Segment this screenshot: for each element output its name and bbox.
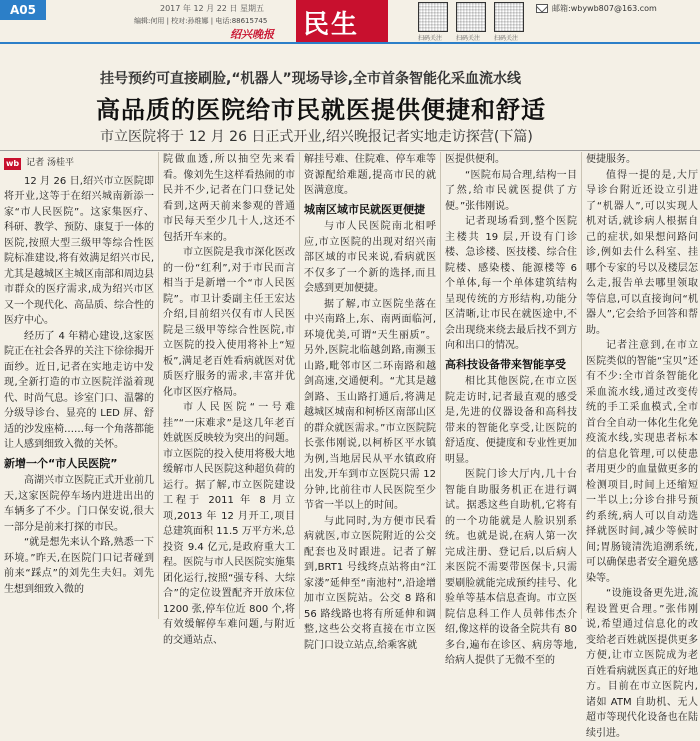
column-5 <box>586 152 698 739</box>
paragraph: 值得一提的是,大厅导诊台附近还设立引进了“机器人”,可以实现人机对话,就诊病人根据自己的症状,如果想问路问诊,例如去什么科室、挂哪个专家的号以及楼层怎么走,报告单去哪里领取等信息,可以直接询问“机器人”,它会给予回答和帮助。 <box>586 169 698 336</box>
masthead-rule <box>0 42 700 44</box>
qr-label: 扫码关注 <box>494 35 519 42</box>
column-divider <box>158 152 159 619</box>
date-line: 2017 年 12 月 22 日 星期五 <box>160 4 264 13</box>
column-divider <box>440 152 441 619</box>
qr-label: 扫码关注 <box>456 35 481 42</box>
byline <box>4 156 154 172</box>
paragraph: 记者现场看到,整个医院主楼共 19 层,开设有门诊楼、急诊楼、医技楼、综合住院楼、感染楼、能源楼等 6 个单体,每一个单体建筑结构呈现传统的方形结构,功能分区清晰,让市民在就医途中,不会出现绕来绕去最后找不到方向和出口的情况。 <box>445 216 577 351</box>
column-2 <box>163 152 295 646</box>
paragraph: 据了解,市立医院坐落在中兴南路上,东、南两面临河,环境优美,可谓“天生丽质”。另外,医院北临越剑路,南濒玉山路,毗邻市区二环南路和越剑高速,交通便利。“尤其是越剑路、玉山路打通后,将满足越城区城南和柯桥区南部山区的群众就医需求。”市立医院院长张伟刚说,以柯桥区平水镇为例,当地居民从平水镇政府出发,开车到市立医院只需 12 分钟,比前往市人民医院至少节省一半以上的时间。 <box>304 298 436 511</box>
wb-badge: wb <box>6 158 20 168</box>
section-heading: 高科技设备带来智能享受 <box>445 357 566 371</box>
column-4 <box>445 152 577 666</box>
paragraph: 12 月 26 日,绍兴市立医院即将开业,这等于在绍兴城南新添一家“市人民医院”。这家集医疗、科研、教学、预防、康复于一体的医院,按照大型三级甲等综合性医院标准建设,将有效满足绍兴市民,尤其是越城区主城区南部和周边县市群众的医疗需求,成为绍兴市区又一个现代化、高品质、综合性的医疗中心。 <box>4 175 154 326</box>
paragraph: 相比其他医院,在市立医院走访时,记者最直观的感受是,先进的仪器设备和高科技带来的智能化享受,让医院的舒适度、便捷度和专业性更加明显。 <box>445 376 577 465</box>
section-heading: 城南区域市民就医更便捷 <box>304 202 425 216</box>
mail-icon <box>536 4 548 13</box>
masthead <box>0 0 700 42</box>
paragraph: 院做血透,所以抽空先来看看。像刘先生这样看热闹的市民并不少,记者在门口登记处看到,这两天前来参观的普通市民每天至少几十人,这还不包括开车来的。 <box>163 154 295 243</box>
article-headline: 高品质的医院给市民就医提供便捷和舒适 <box>96 96 546 124</box>
column-divider <box>581 152 582 619</box>
column-divider <box>299 152 300 619</box>
qr-label: 扫码关注 <box>418 35 443 42</box>
paragraph: 便捷服务。 <box>586 154 636 165</box>
section-title: 民生 <box>303 10 360 40</box>
paragraph: 与市人民医院南北相呼应,市立医院的出现对绍兴南部区域的市民来说,看病就医不仅多了一个新的选择,而且会感到更加便捷。 <box>304 221 436 294</box>
paragraph: 与此同时,为方便市民看病就医,市立医院附近的公交配套也及时跟进。记者了解到,BRT1 号线终点站将由“江家溇”延伸至“南池村”,沿途增加市立医院站。公交 8 路和 56 路线路也将有所延伸和调整,这些公交将直接在市立医院门口设立站点,给乘客就 <box>304 515 436 651</box>
paragraph: 市人民医院“一号难挂”“一床难求”是这几年老百姓就医反映较为突出的问题。市立医院的投入使用将极大地缓解市人民医院这种超负荷的运行。据了解,市立医院建设工程于 2011 年 8 月立项,2013 年 12 月开工,项目总建筑面积 11.5 万平方米,总投资 9.4 亿元,是政府重大工程。医院与市人民医院实施集团化运行,按照“强专科、大综合”的定位设置配齐开放床位 1200 张,停车位近 800 个,将有效缓解停车难问题,与附近的交通站点、 <box>163 402 295 646</box>
qr-code-icon[interactable] <box>456 2 486 32</box>
paragraph: “医院布局合理,结构一目了然,给市民就医提供了方便。”张伟刚说。 <box>445 169 577 212</box>
paper-logo: 绍兴晚报 <box>230 28 274 41</box>
article-subtitle: 挂号预约可直接刷脸,“机器人”现场导诊,全市首条智能化采血流水线 <box>100 71 522 87</box>
paragraph: 高湖兴市立医院正式开业前几天,这家医院停车场内进进出出的车辆多了不少。门口保安说,很大一部分是前来打探的市民。 <box>4 475 154 533</box>
paragraph: 解挂号难、住院难、停车难等资源配给难题,提高市民的就医满意度。 <box>304 154 436 196</box>
paragraph: 医院门诊大厅内,几十台智能自助服务机正在进行调试。据悉这些自助机,它将有的一个功能就是人脸识别系统。也就是说,在病人第一次完成注册、登记后,以后病人来医院不需要带医保卡,只需要刷脸就能完成预约挂号、化验单等基本信息查询。市立医院信息科工作人员韩伟杰介绍,像这样的设备全院共有 80 多台,遍布在诊区、病房等地,给病人提供了无微不至的 <box>445 469 577 666</box>
paragraph: 市立医院是我市深化医改的一份“红利”,对于市民而言相当于是新增一个“市人民医院”。市卫计委副主任王宏达介绍,目前绍兴仅有市人民医院是三级甲等综合性医院,市立医院的投入使用将补上“短板”,满足老百姓看病就医对优质医疗服务的需求,丰富并优化市区医疗格局。 <box>163 247 295 398</box>
paragraph: “就是想先来认个路,熟悉一下环境。”昨天,在医院门口记者碰到前来“踩点”的刘先生夫妇。刘先生想到细致入微的 <box>4 537 154 595</box>
column-1 <box>4 152 154 619</box>
byline-text: 记者 汤桂平 <box>26 158 74 168</box>
section-heading: 新增一个“市人民医院” <box>4 456 118 470</box>
editor-line: 编辑:何用 | 校对:孙维娜 | 电话:88615745 <box>134 17 268 25</box>
headline-rule <box>0 150 700 151</box>
column-3 <box>304 152 436 651</box>
qr-code-icon[interactable] <box>494 2 524 32</box>
page-number: A05 <box>0 0 46 20</box>
paragraph: 医提供便利。 <box>445 154 505 165</box>
section-band <box>296 0 388 42</box>
paragraph: “设施设备更先进,流程设置更合理。”张伟刚说,希望通过信息化的改变给老百姓就医提供更多方便,让市立医院成为老百姓看病就医真正的好地方。目前在市立医院内,诸如 ATM 自助机、无人超市等现代化设备也在陆续引进。 <box>586 588 698 739</box>
paragraph: 记者注意到,在市立医院类似的智能“宝贝”还有不少:全市首条智能化采血流水线,通过改变传统的手工采血模式,全市首台全自动一体化生化免疫流水线,实现患者标本的信息化管理,可以使患者用更少的血量做更多的检测项目,时间上还缩短一半以上;分诊台排号预约系统,病人可以自动选择就医时间,减少等候时间;胃肠镜清洗追溯系统,可以确保患者安全避免感染等。 <box>586 340 698 584</box>
email-address[interactable]: 邮箱:wbywb807@163.com <box>552 4 657 13</box>
paragraph: 经历了 4 年精心建设,这家医院正在社会各界的关注下徐徐揭开面纱。近日,记者在实地走访中发现,全新打造的市立医院洋溢着现代、时尚气息。诊室门口、温馨的分级导诊台、显亮的 LED 屏、舒适的沙发座椅……每一个角落都能让人感到细致入微的关怀。 <box>4 330 154 450</box>
qr-code-icon[interactable] <box>418 2 448 32</box>
article-deck: 市立医院将于 12 月 26 日正式开业,绍兴晚报记者实地走访探营(下篇) <box>100 129 533 145</box>
